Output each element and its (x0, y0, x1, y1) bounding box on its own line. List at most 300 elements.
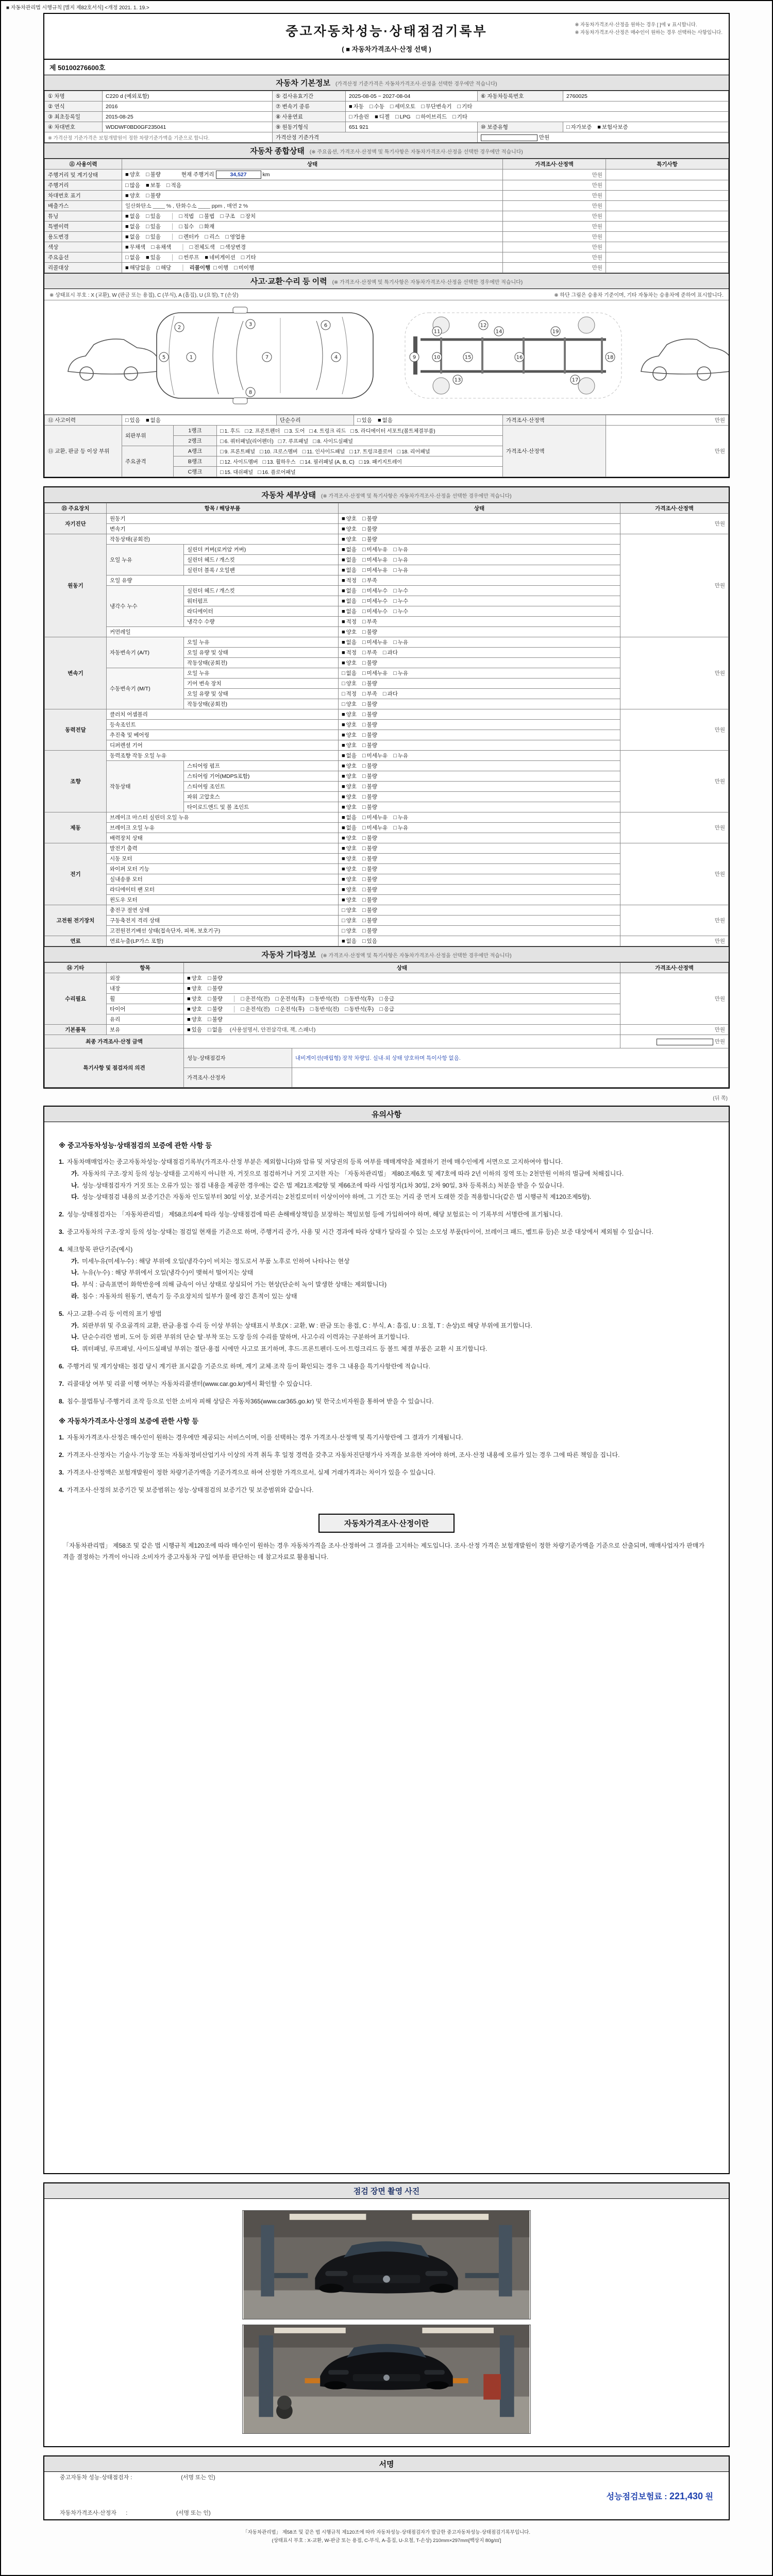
checkbox-checked-icon: ■ (342, 887, 345, 893)
side-view-left (68, 339, 159, 380)
checkbox-option[interactable] (199, 213, 214, 219)
checkbox-option[interactable] (220, 470, 253, 476)
remark-cell (606, 242, 729, 252)
checkbox-option[interactable] (225, 234, 245, 240)
checkbox-option[interactable] (342, 794, 357, 800)
checkbox-option[interactable] (187, 1006, 202, 1012)
checkbox-option[interactable] (125, 417, 140, 423)
checkbox-option[interactable] (205, 234, 220, 240)
notice-item-text: 가격조사·산정의 보증기간 및 보증범위는 성능·상태점검의 보증기간 및 보증범위와 같습니다. (67, 1486, 314, 1494)
checkbox-empty-icon: □ (362, 619, 366, 625)
checkbox-option[interactable] (342, 639, 357, 646)
checkbox-option[interactable] (125, 234, 140, 240)
checkbox-option[interactable] (342, 598, 357, 604)
basic-info-note: (가격산정 기준가격은 자동차가격조사·산정을 선택한 경우에만 적습니다) (335, 81, 497, 87)
checkbox-option[interactable] (342, 897, 357, 903)
notice-subitem-number: 나. (71, 1333, 79, 1341)
checkbox-option[interactable] (342, 763, 357, 769)
checkbox-option[interactable] (379, 1006, 394, 1012)
checkbox-option[interactable] (362, 701, 377, 707)
price-header: 가격조사·산정액 (503, 159, 606, 170)
checkbox-option[interactable] (179, 224, 194, 230)
checkbox-option[interactable] (258, 470, 296, 476)
checkbox-option[interactable] (278, 439, 308, 445)
checkbox-option[interactable] (156, 265, 171, 271)
checkbox-option[interactable] (342, 536, 357, 543)
checkbox-option[interactable] (362, 825, 388, 831)
checkbox-option[interactable] (125, 224, 140, 230)
checkbox-option[interactable] (234, 265, 254, 271)
checkbox-checked-icon: ■ (342, 650, 345, 656)
checkbox-label: 양호 (346, 526, 357, 532)
checkbox-empty-icon: □ (382, 650, 386, 656)
checkbox-option[interactable] (241, 255, 256, 261)
item-label: 와이퍼 모터 기능 (107, 864, 339, 874)
checkbox-label: 무단변속기 (425, 104, 452, 110)
notice-subitem (71, 1168, 714, 1180)
checkbox-empty-icon: □ (362, 588, 366, 594)
item-label: 워터펌프 (184, 596, 339, 606)
checkbox-option[interactable] (342, 588, 357, 594)
checkbox-option[interactable] (342, 732, 357, 738)
checkbox-option[interactable] (390, 104, 415, 110)
checkbox-label: 불량 (366, 876, 377, 883)
checkbox-label: 기타 (457, 114, 468, 120)
checkbox-checked-icon: ■ (342, 815, 345, 821)
checkbox-option[interactable] (383, 691, 398, 697)
checkbox-option[interactable] (303, 449, 345, 455)
notice-item-number: 1. (59, 1434, 64, 1442)
notice-subitem-number: 다. (71, 1281, 79, 1289)
registration-number-label: ⑥ 자동차등록번호 (478, 91, 563, 101)
appraiser-opinion-text (292, 1068, 729, 1088)
checkbox-option[interactable] (393, 608, 408, 615)
checkbox-option[interactable] (342, 701, 357, 707)
checkbox-option[interactable] (452, 114, 467, 120)
checkbox-option[interactable] (393, 598, 408, 604)
checkbox-empty-icon: □ (220, 213, 224, 219)
checkbox-option[interactable] (362, 753, 388, 759)
checkbox-option[interactable] (342, 804, 357, 810)
appraiser-signature-line[interactable]: 자동차가격조사·산정자 : (서명 또는 인) (60, 2510, 211, 2517)
checkbox-option[interactable] (342, 629, 357, 635)
checkbox-option[interactable] (349, 449, 392, 455)
checkbox-option[interactable] (359, 460, 402, 465)
checkbox-option[interactable] (383, 650, 398, 656)
checkbox-label: 불량 (366, 928, 377, 934)
checkbox-option[interactable] (125, 255, 140, 261)
checkbox-option[interactable] (362, 938, 377, 944)
checkbox-empty-icon: □ (362, 876, 366, 883)
simple-repair-label: 단순수리 (277, 415, 354, 426)
checkbox-label: 없음 (129, 255, 140, 261)
checkbox-option[interactable] (362, 608, 388, 615)
checkbox-option[interactable] (208, 1006, 223, 1012)
checkbox-option[interactable] (362, 670, 388, 676)
checkbox-option[interactable] (362, 536, 377, 543)
checkbox-option[interactable] (179, 213, 194, 219)
checkbox-option[interactable] (146, 193, 161, 199)
notice-item (59, 1467, 714, 1479)
checkbox-checked-icon: ■ (342, 588, 345, 594)
checkbox-option[interactable] (362, 887, 377, 893)
state-cell (339, 668, 620, 679)
checkbox-option[interactable] (369, 104, 384, 110)
checkbox-option[interactable] (342, 526, 357, 532)
checkbox-option[interactable] (350, 429, 435, 434)
checkbox-option[interactable] (342, 815, 357, 821)
section-main-info (43, 13, 730, 478)
checkbox-empty-icon: □ (382, 691, 386, 697)
checkbox-option[interactable] (362, 742, 377, 749)
checkbox-option[interactable] (260, 449, 298, 455)
checkbox-option[interactable] (166, 182, 181, 189)
item-note: (사용설명서, 안전삼각대, 잭, 스패너) (229, 1027, 316, 1033)
checkbox-option[interactable] (125, 193, 140, 199)
checkbox-option[interactable] (393, 753, 408, 759)
checkbox-option[interactable] (597, 124, 628, 130)
checkbox-option[interactable] (342, 887, 357, 893)
checkbox-option[interactable] (208, 996, 223, 1002)
checkbox-option[interactable] (362, 639, 388, 646)
usage-item-label: 주행거리 (45, 180, 122, 191)
checkbox-option[interactable] (179, 234, 199, 240)
checkbox-empty-icon: □ (300, 459, 304, 465)
checkbox-option[interactable] (241, 1006, 270, 1012)
accident-history-options (122, 415, 277, 426)
checkbox-option[interactable] (362, 691, 377, 697)
etc-group-label: 기본품목 (45, 1025, 107, 1035)
checkbox-option[interactable] (566, 124, 592, 130)
checkbox-option[interactable] (342, 825, 357, 831)
checkbox-option[interactable] (362, 629, 377, 635)
notice-item-number: 7. (59, 1380, 64, 1387)
checkbox-option[interactable] (362, 928, 377, 934)
checkbox-option[interactable] (187, 986, 202, 992)
checkbox-label: 불량 (366, 845, 377, 852)
checkbox-option[interactable] (393, 825, 408, 831)
checkbox-label: 없음 (346, 547, 357, 553)
checkbox-option[interactable] (220, 429, 240, 434)
checkbox-option[interactable] (313, 439, 353, 445)
checkbox-empty-icon: □ (145, 224, 149, 230)
definition-text: 「자동차관리법」 제58조 및 같은 법 시행규칙 제120조에 따라 매수인이 원하는 경우 자동차가격을 조사·산정하여 그 결과를 고지하는 제도입니다. 조사·산정 가격은 보험개발원이 정한 차량기준가액을 기준으로 산출되며, 매매사업자가 판매가격을 결정하는 가격이 아니라 소비자가 중고자동차 구입 여부를 판단하는 데 참고자료로 활용됩니다. (63, 1541, 705, 1561)
checkbox-option[interactable] (349, 104, 364, 110)
state-cell (184, 973, 620, 984)
checkbox-option[interactable] (213, 265, 228, 271)
checkbox-option[interactable] (125, 182, 140, 189)
checkbox-option[interactable] (362, 526, 377, 532)
checkbox-label: 양호 (129, 193, 140, 199)
checkbox-option[interactable] (220, 439, 274, 445)
checkbox-option[interactable] (220, 449, 255, 455)
checkbox-option[interactable] (187, 1016, 202, 1023)
checkbox-option[interactable] (342, 722, 357, 728)
remark-cell (606, 180, 729, 191)
checkbox-option[interactable] (151, 244, 171, 250)
checkbox-empty-icon: □ (362, 784, 366, 790)
usage-state-cell (122, 222, 503, 232)
checkbox-option[interactable] (310, 996, 339, 1002)
checkbox-option[interactable] (342, 516, 357, 522)
checkbox-checked-icon: ■ (342, 578, 345, 584)
checkbox-label: 누유 (397, 815, 409, 821)
checkbox-option[interactable] (342, 691, 357, 697)
checkbox-option[interactable] (342, 928, 357, 934)
checkbox-option[interactable] (349, 114, 369, 120)
checkbox-option[interactable] (342, 567, 357, 573)
checkbox-label: 양호 (346, 516, 357, 522)
checkbox-label: 14. 필러패널 (A, B, C) (305, 460, 355, 465)
notice-subitem-number: 라. (71, 1292, 79, 1300)
checkbox-option[interactable] (342, 557, 357, 563)
state-cell (339, 730, 620, 740)
checkbox-option[interactable] (241, 213, 256, 219)
checkbox-option[interactable] (362, 660, 377, 666)
transmission-options (346, 101, 729, 112)
basic-info-band (44, 75, 729, 91)
checkbox-option[interactable] (342, 845, 357, 852)
checkbox-option[interactable] (362, 845, 377, 852)
notice-subitem-number: 가. (71, 1321, 79, 1329)
remark-cell (606, 201, 729, 211)
checkbox-option[interactable] (379, 996, 394, 1002)
checkbox-option[interactable] (342, 918, 357, 924)
checkbox-option[interactable] (208, 1027, 223, 1033)
checkbox-option[interactable] (208, 975, 223, 981)
checkbox-option[interactable] (146, 234, 161, 240)
checkbox-option[interactable] (342, 907, 357, 913)
photos-band (44, 2183, 729, 2199)
header-note-1: ※ 자동차가격조사·산정을 원하는 경우 [ ]에 ∨ 표시합니다. (575, 22, 697, 28)
checkbox-empty-icon: □ (207, 1016, 211, 1023)
checkbox-option[interactable] (342, 670, 357, 676)
checkbox-option[interactable] (245, 429, 280, 434)
state-cell (339, 586, 620, 596)
final-price-input-box[interactable] (657, 1039, 713, 1045)
checkbox-label: 11. 인사이드패널 (307, 449, 345, 455)
checkbox-option[interactable] (375, 114, 390, 120)
checkbox-option[interactable] (393, 567, 408, 573)
checkbox-option[interactable] (309, 429, 346, 434)
usage-state-cell (122, 232, 503, 242)
checkbox-empty-icon: □ (362, 660, 366, 666)
checkbox-option[interactable] (342, 681, 357, 687)
checkbox-option[interactable] (458, 104, 473, 110)
checkbox-option[interactable] (362, 722, 377, 728)
checkbox-label: 17. 트렁크플로어 (354, 449, 393, 455)
notice-item-text: 침수·불법튜닝·주행거리 조작 등으로 인한 소비자 피해 상담은 자동차365(www.car365.go.kr) 및 한국소비자원을 통하여 받을 수 있습니다. (67, 1397, 434, 1405)
checkbox-option[interactable] (208, 1016, 223, 1023)
checkbox-option[interactable] (187, 1027, 202, 1033)
checkbox-option[interactable] (393, 557, 408, 563)
checkbox-option[interactable] (362, 897, 377, 903)
checkbox-option[interactable] (342, 742, 357, 749)
checkbox-option[interactable] (342, 866, 357, 872)
checkbox-option[interactable] (393, 588, 408, 594)
checkbox-option[interactable] (421, 104, 451, 110)
checkbox-option[interactable] (342, 784, 357, 790)
vehicle-diagram (44, 300, 729, 415)
checkbox-option[interactable] (362, 619, 377, 625)
checkbox-option[interactable] (362, 763, 377, 769)
checkbox-option[interactable] (125, 172, 140, 178)
checkbox-option[interactable] (357, 417, 372, 423)
checkbox-label: 18. 리어패널 (401, 449, 430, 455)
checkbox-option[interactable] (362, 918, 377, 924)
checkbox-option[interactable] (362, 711, 377, 718)
checkbox-empty-icon: □ (145, 234, 149, 240)
checkbox-option[interactable] (146, 172, 161, 178)
checkbox-option[interactable] (393, 815, 408, 821)
checkbox-option[interactable] (362, 650, 377, 656)
checkbox-option[interactable] (362, 681, 377, 687)
state-cell (339, 802, 620, 812)
state-cell (339, 658, 620, 668)
checkbox-option[interactable] (146, 255, 161, 261)
checkbox-option[interactable] (276, 996, 305, 1002)
checkbox-option[interactable] (241, 996, 270, 1002)
panel-rank-table (44, 425, 729, 477)
checkbox-option[interactable] (220, 213, 235, 219)
checkbox-label: 불량 (366, 887, 377, 893)
checkbox-empty-icon: □ (241, 996, 244, 1002)
checkbox-option[interactable] (179, 255, 199, 261)
checkbox-label: 미세누유 (366, 639, 388, 646)
checkbox-label: 동반석(후) (349, 996, 374, 1002)
checkbox-option[interactable] (397, 449, 430, 455)
notice-subitem (71, 1279, 714, 1291)
item-label: 라디에이터 (184, 606, 339, 617)
checkbox-empty-icon: □ (275, 1006, 279, 1012)
checkbox-label: 부족 (366, 619, 377, 625)
checkbox-empty-icon: □ (213, 265, 217, 271)
checkbox-empty-icon: □ (362, 567, 366, 573)
checkbox-option[interactable] (342, 650, 357, 656)
checkbox-empty-icon: □ (145, 172, 149, 178)
checkbox-checked-icon: ■ (125, 224, 129, 230)
checkbox-label: 가솔린 (353, 114, 369, 120)
checkbox-label: 미세누유 (366, 557, 388, 563)
checkbox-option[interactable] (146, 182, 161, 189)
checkbox-option[interactable] (187, 996, 202, 1002)
checkbox-empty-icon: □ (393, 639, 397, 646)
checkbox-option[interactable] (345, 1006, 374, 1012)
item-label: 실린더 커버(로커암 커버) (184, 545, 339, 555)
checkbox-option[interactable] (284, 429, 305, 434)
checkbox-option[interactable] (342, 547, 357, 553)
form-reference: ■ 자동차관리법 시행규칙 [별지 제82호서식] <개정 2021. 1. 19.> (6, 5, 149, 11)
checkbox-option[interactable] (125, 265, 150, 271)
checkbox-option[interactable] (362, 876, 377, 883)
checkbox-option[interactable] (362, 578, 377, 584)
checkbox-option[interactable] (362, 835, 377, 841)
checkbox-option[interactable] (220, 460, 258, 465)
checkbox-option[interactable] (345, 996, 374, 1002)
checkbox-label: 전체도색 (194, 244, 215, 250)
checkbox-option[interactable] (342, 608, 357, 615)
checkbox-option[interactable] (146, 213, 161, 219)
checkbox-empty-icon: □ (362, 650, 366, 656)
checkbox-option[interactable] (362, 516, 377, 522)
checkbox-option[interactable] (342, 773, 357, 779)
notice-subitem (71, 1256, 714, 1267)
checkbox-option[interactable] (342, 660, 357, 666)
inspector-signature-line[interactable]: 중고자동차 성능·상태점검자 : (서명 또는 인) (60, 2474, 215, 2481)
price-cell: 만원 (620, 843, 729, 905)
checkbox-checked-icon: ■ (342, 804, 345, 810)
checkbox-option[interactable] (362, 557, 388, 563)
item-label: 브레이크 오일 누유 (107, 823, 339, 833)
checkbox-option[interactable] (190, 244, 215, 250)
checkbox-option[interactable] (300, 460, 355, 465)
checkbox-option[interactable] (362, 784, 377, 790)
checkbox-option[interactable] (362, 598, 388, 604)
checkbox-option[interactable] (208, 986, 223, 992)
usage-item-label: 튜닝 (45, 211, 122, 222)
checkbox-option[interactable] (125, 244, 145, 250)
checkbox-label: 양호 (129, 172, 140, 178)
checkbox-label: 없음 (346, 598, 357, 604)
checkbox-option[interactable] (146, 417, 161, 423)
checkbox-option[interactable] (342, 938, 357, 944)
checkbox-option[interactable] (362, 732, 377, 738)
checkbox-option[interactable] (342, 753, 357, 759)
checkbox-option[interactable] (393, 670, 408, 676)
checkbox-option[interactable] (342, 578, 357, 584)
checkbox-option[interactable] (362, 804, 377, 810)
checkbox-option[interactable] (395, 114, 411, 120)
checkbox-option[interactable] (342, 835, 357, 841)
part-number-text: 6 (324, 323, 328, 329)
checkbox-option[interactable] (393, 547, 408, 553)
state-cell (339, 751, 620, 761)
price-appraisal-select[interactable]: ( ■ 자동차가격조사·산정 선택 ) (342, 45, 431, 53)
checkbox-option[interactable] (393, 639, 408, 646)
base-price-input-box[interactable] (481, 134, 537, 141)
checkbox-option[interactable] (378, 417, 393, 423)
checkbox-option[interactable] (342, 619, 357, 625)
checkbox-option[interactable] (221, 244, 246, 250)
checkbox-option[interactable] (362, 907, 377, 913)
notice-item-number: 3. (59, 1228, 64, 1235)
checkbox-option[interactable] (416, 114, 447, 120)
checkbox-option[interactable] (362, 588, 388, 594)
checkbox-option[interactable] (362, 815, 388, 821)
checkbox-option[interactable] (276, 1006, 305, 1012)
checkbox-option[interactable] (187, 975, 202, 981)
checkbox-option[interactable] (342, 856, 357, 862)
checkbox-option[interactable] (205, 255, 235, 261)
checkbox-option[interactable] (362, 794, 377, 800)
checkbox-option[interactable] (362, 547, 388, 553)
checkbox-option[interactable] (342, 876, 357, 883)
checkbox-option[interactable] (263, 460, 296, 465)
checkbox-label: 양호 (346, 660, 357, 666)
checkbox-option[interactable] (362, 856, 377, 862)
basic-info-table-wrap (44, 91, 729, 143)
checkbox-option[interactable] (146, 224, 161, 230)
checkbox-option[interactable] (362, 773, 377, 779)
checkbox-option[interactable] (199, 224, 214, 230)
etc-band (44, 946, 729, 962)
checkbox-option[interactable] (342, 711, 357, 718)
checkbox-option[interactable] (310, 1006, 339, 1012)
checkbox-option[interactable] (125, 213, 140, 219)
checkbox-option[interactable] (362, 567, 388, 573)
checkbox-option[interactable] (362, 866, 377, 872)
notice-subitem-number: 나. (71, 1269, 79, 1277)
